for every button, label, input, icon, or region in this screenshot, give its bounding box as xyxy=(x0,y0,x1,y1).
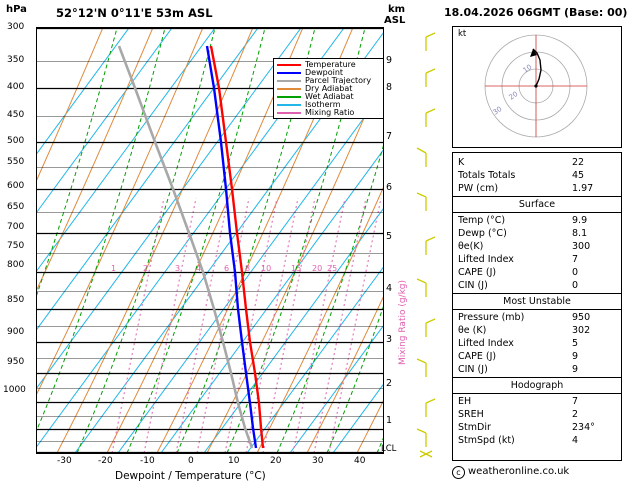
surface-key: Temp (°C) xyxy=(458,215,506,226)
hodograph-row xyxy=(453,395,621,408)
mixing-ratio-label: 20 xyxy=(312,264,323,273)
most-unstable-row xyxy=(453,311,621,324)
svg-text:10: 10 xyxy=(521,62,534,75)
mixing-ratio-label: 10 xyxy=(261,264,272,273)
legend-swatch-parcel xyxy=(277,80,301,82)
copyright-text: weatheronline.co.uk xyxy=(468,466,570,477)
temp-tick: -20 xyxy=(98,456,113,466)
hodo-key: SREH xyxy=(458,409,484,420)
km-tick: 7 xyxy=(386,131,393,142)
temp-tick: -10 xyxy=(140,456,155,466)
km-tick: 9 xyxy=(386,55,393,66)
surface-row xyxy=(453,279,621,292)
legend-label: Parcel Trajectory xyxy=(305,76,372,85)
mixing-ratio-label: 25 xyxy=(327,264,338,273)
divider xyxy=(453,293,621,294)
copyright xyxy=(452,466,569,479)
index-key: K xyxy=(458,157,465,168)
mixing-ratio-label: 15 xyxy=(291,264,302,273)
mixing-ratio-label: 8 xyxy=(245,264,251,273)
legend-label: Temperature xyxy=(305,60,356,69)
surface-value: 0 xyxy=(572,267,579,278)
legend-swatch-dewpoint xyxy=(277,72,301,74)
surface-row xyxy=(453,214,621,227)
pressure-tick: 550 xyxy=(7,157,25,167)
surface-value: 8.1 xyxy=(572,228,588,239)
legend-label: Dewpoint xyxy=(305,68,344,77)
surface-row xyxy=(453,240,621,253)
legend-swatch-wet-adiabat xyxy=(277,96,301,98)
divider xyxy=(453,393,621,394)
mu-value: 9 xyxy=(572,364,579,375)
surface-row xyxy=(453,227,621,240)
temp-tick: 30 xyxy=(312,456,324,466)
index-row xyxy=(453,182,621,195)
lcl-label: LCL xyxy=(381,444,397,454)
hodo-key: StmDir xyxy=(458,422,491,433)
most-unstable-row xyxy=(453,337,621,350)
surface-row xyxy=(453,253,621,266)
divider xyxy=(453,309,621,310)
surface-value: 9.9 xyxy=(572,215,588,226)
temp-tick: 20 xyxy=(270,456,282,466)
asl-unit-label: ASL xyxy=(384,15,406,26)
mixing-ratio-label: 1 xyxy=(111,264,117,273)
most-unstable-row xyxy=(453,363,621,376)
mixing-ratio-label: 4 xyxy=(196,264,202,273)
divider xyxy=(453,196,621,197)
surface-key: θe(K) xyxy=(458,241,484,252)
legend-item xyxy=(277,109,381,117)
legend-label: Wet Adiabat xyxy=(305,92,354,101)
index-key: PW (cm) xyxy=(458,183,499,194)
hodo-key: EH xyxy=(458,396,472,407)
svg-text:20: 20 xyxy=(507,89,520,102)
temp-tick: 10 xyxy=(228,456,240,466)
chart-legend xyxy=(273,58,384,119)
hodograph-row xyxy=(453,434,621,447)
km-tick: 2 xyxy=(386,378,393,389)
most-unstable-row xyxy=(453,324,621,337)
hodo-value: 7 xyxy=(572,396,579,407)
pressure-tick: 950 xyxy=(7,357,25,367)
mixing-ratio-label: 2 xyxy=(143,264,149,273)
wind-barb-column xyxy=(408,27,448,459)
surface-key: Lifted Index xyxy=(458,254,514,265)
pressure-tick: 650 xyxy=(7,202,25,212)
pressure-tick: 300 xyxy=(7,22,25,32)
mu-value: 5 xyxy=(572,338,579,349)
temp-tick: 0 xyxy=(188,456,194,466)
pressure-tick: 400 xyxy=(7,82,25,92)
pressure-tick: 500 xyxy=(7,136,25,146)
index-value: 1.97 xyxy=(572,183,594,194)
pressure-tick: 350 xyxy=(7,55,25,65)
index-row xyxy=(453,169,621,182)
legend-label: Mixing Ratio xyxy=(305,108,355,117)
hodo-value: 234° xyxy=(572,422,595,433)
index-value: 45 xyxy=(572,170,585,181)
legend-label: Dry Adiabat xyxy=(305,84,353,93)
mixing-ratio-axis-label: Mixing Ratio (g/kg) xyxy=(398,279,408,365)
copyright-icon: c xyxy=(452,466,465,479)
mixing-ratio-label: 6 xyxy=(224,264,230,273)
pressure-tick: 1000 xyxy=(3,385,26,395)
km-unit-label: km xyxy=(388,4,406,15)
surface-section-title: Surface xyxy=(518,199,556,210)
most-unstable-section-title: Most Unstable xyxy=(503,296,571,307)
surface-key: CAPE (J) xyxy=(458,267,497,278)
hodo-key: StmSpd (kt) xyxy=(458,435,515,446)
legend-swatch-mixing-ratio xyxy=(277,112,301,114)
km-tick: 3 xyxy=(386,334,393,345)
hodograph-section-title: Hodograph xyxy=(510,380,564,391)
surface-value: 0 xyxy=(572,280,579,291)
hodo-value: 2 xyxy=(572,409,579,420)
mu-value: 9 xyxy=(572,351,579,362)
surface-value: 300 xyxy=(572,241,591,252)
station-title: 52°12'N 0°11'E 53m ASL xyxy=(56,6,213,20)
km-tick: 1 xyxy=(386,415,393,426)
hodograph-unit-label: kt xyxy=(458,29,467,39)
pressure-tick: 700 xyxy=(7,222,25,232)
mu-key: Pressure (mb) xyxy=(458,312,525,323)
index-row xyxy=(453,156,621,169)
mixing-ratio-label: 3 xyxy=(175,264,181,273)
hpa-unit-label: hPa xyxy=(6,4,27,15)
temp-tick: 40 xyxy=(354,456,366,466)
pressure-tick: 750 xyxy=(7,241,25,251)
pressure-tick: 450 xyxy=(7,110,25,120)
hodograph-row xyxy=(453,408,621,421)
mu-key: Lifted Index xyxy=(458,338,514,349)
divider xyxy=(453,212,621,213)
surface-value: 7 xyxy=(572,254,579,265)
legend-swatch-dry-adiabat xyxy=(277,88,301,90)
km-tick: 4 xyxy=(386,283,393,294)
hodograph-row xyxy=(453,421,621,434)
mu-value: 950 xyxy=(572,312,591,323)
index-value: 22 xyxy=(572,157,585,168)
km-tick: 6 xyxy=(386,182,393,193)
hodograph-panel xyxy=(452,26,622,148)
x-axis-label: Dewpoint / Temperature (°C) xyxy=(115,470,266,482)
hodo-value: 4 xyxy=(572,435,579,446)
surface-row xyxy=(453,266,621,279)
pressure-tick: 900 xyxy=(7,327,25,337)
surface-key: CIN (J) xyxy=(458,280,488,291)
hodograph-svg xyxy=(453,27,619,145)
divider xyxy=(453,377,621,378)
temp-tick: -30 xyxy=(57,456,72,466)
legend-swatch-temperature xyxy=(277,64,301,66)
mu-key: CIN (J) xyxy=(458,364,488,375)
pressure-tick: 800 xyxy=(7,260,25,270)
legend-label: Isotherm xyxy=(305,100,341,109)
surface-key: Dewp (°C) xyxy=(458,228,507,239)
indices-panel xyxy=(452,152,622,461)
legend-swatch-isotherm xyxy=(277,104,301,106)
skewt-plot-area xyxy=(36,27,384,454)
run-title: 18.04.2026 06GMT (Base: 00) xyxy=(444,6,628,19)
km-tick: 8 xyxy=(386,82,393,93)
svg-text:30: 30 xyxy=(491,104,504,117)
most-unstable-row xyxy=(453,350,621,363)
mu-key: θe (K) xyxy=(458,325,487,336)
km-tick: 5 xyxy=(386,231,393,242)
mu-value: 302 xyxy=(572,325,591,336)
pressure-tick: 600 xyxy=(7,181,25,191)
mu-key: CAPE (J) xyxy=(458,351,497,362)
index-key: Totals Totals xyxy=(458,170,516,181)
pressure-tick: 850 xyxy=(7,295,25,305)
